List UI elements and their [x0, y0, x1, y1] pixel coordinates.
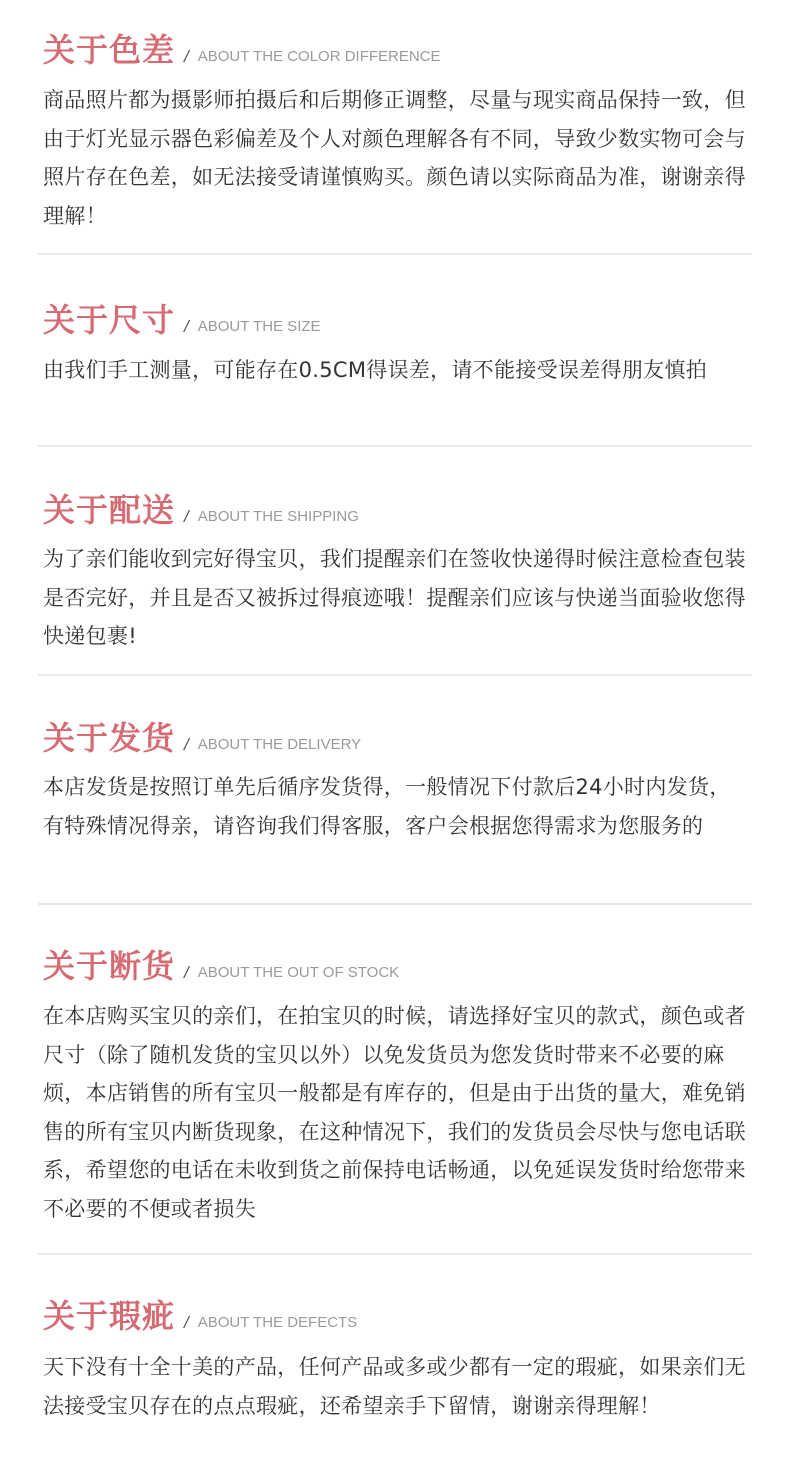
section-heading — [43, 298, 321, 340]
section-heading — [43, 488, 359, 530]
section-subtitle: ABOUT THE OUT OF STOCK — [197, 964, 400, 981]
section-subtitle: ABOUT THE DELIVERY — [197, 736, 362, 753]
title-separator: / — [184, 47, 189, 66]
section-heading — [43, 944, 399, 986]
section-title: 关于断货 — [43, 947, 176, 985]
section-divider — [38, 1253, 752, 1255]
section-heading — [43, 716, 361, 758]
section-body: 商品照片都为摄影师拍摄后和后期修正调整，尽量与现实商品保持一致，但由于灯光显示器色彩偏差及个人对颜色理解各有不同，导致少数实物可会与照片存在色差，如无法接受请谨慎购买。颜色请以实际商品为准，谢谢亲得理解！ — [43, 88, 746, 228]
section-body: 为了亲们能收到完好得宝贝，我们提醒亲们在签收快递得时候注意检查包装是否完好，并且是否又被拆过得痕迹哦！提醒亲们应该与快递当面验收您得快递包裹! — [43, 547, 746, 648]
section-title: 关于发货 — [43, 719, 176, 757]
title-separator: / — [184, 317, 189, 336]
section-subtitle: ABOUT THE SIZE — [197, 318, 321, 335]
section-body: 本店发货是按照订单先后循序发货得，一般情况下付款后24小时内发货，有特殊情况得亲，请咨询我们得客服，客户会根据您得需求为您服务的 — [43, 775, 731, 838]
section-title: 关于瑕疵 — [43, 1297, 176, 1335]
section-subtitle: ABOUT THE COLOR DIFFERENCE — [197, 48, 441, 65]
title-separator: / — [184, 735, 189, 754]
section-heading — [43, 1294, 357, 1336]
section-body: 在本店购买宝贝的亲们，在拍宝贝的时候，请选择好宝贝的款式，颜色或者尺寸（除了随机发货的宝贝以外）以免发货员为您发货时带来不必要的麻烦，本店销售的所有宝贝一般都是有库存的，但是由于出货的量大，难免销售的所有宝贝内断货现象，在这种情况下，我们的发货员会尽快与您电话联系，希望您的电话在未收到货之前保持电话畅通，以免延误发货时给您带来不必要的不便或者损失 — [43, 1004, 746, 1221]
title-separator: / — [184, 963, 189, 982]
section-title: 关于配送 — [43, 491, 176, 529]
title-separator: / — [184, 507, 189, 526]
section-body: 天下没有十全十美的产品，任何产品或多或少都有一定的瑕疵，如果亲们无法接受宝贝存在的点点瑕疵，还希望亲手下留情，谢谢亲得理解！ — [43, 1355, 746, 1418]
section-subtitle: ABOUT THE DEFECTS — [197, 1314, 358, 1331]
section-divider — [38, 674, 752, 676]
section-divider — [38, 903, 752, 905]
section-divider — [38, 445, 752, 447]
section-heading — [43, 28, 441, 70]
section-body: 由我们手工测量，可能存在0.5CM得误差，请不能接受误差得朋友慎拍 — [43, 358, 708, 382]
section-title: 关于色差 — [43, 31, 176, 69]
section-divider — [38, 253, 752, 255]
section-title: 关于尺寸 — [43, 301, 176, 339]
title-separator: / — [184, 1313, 189, 1332]
section-subtitle: ABOUT THE SHIPPING — [197, 508, 359, 525]
